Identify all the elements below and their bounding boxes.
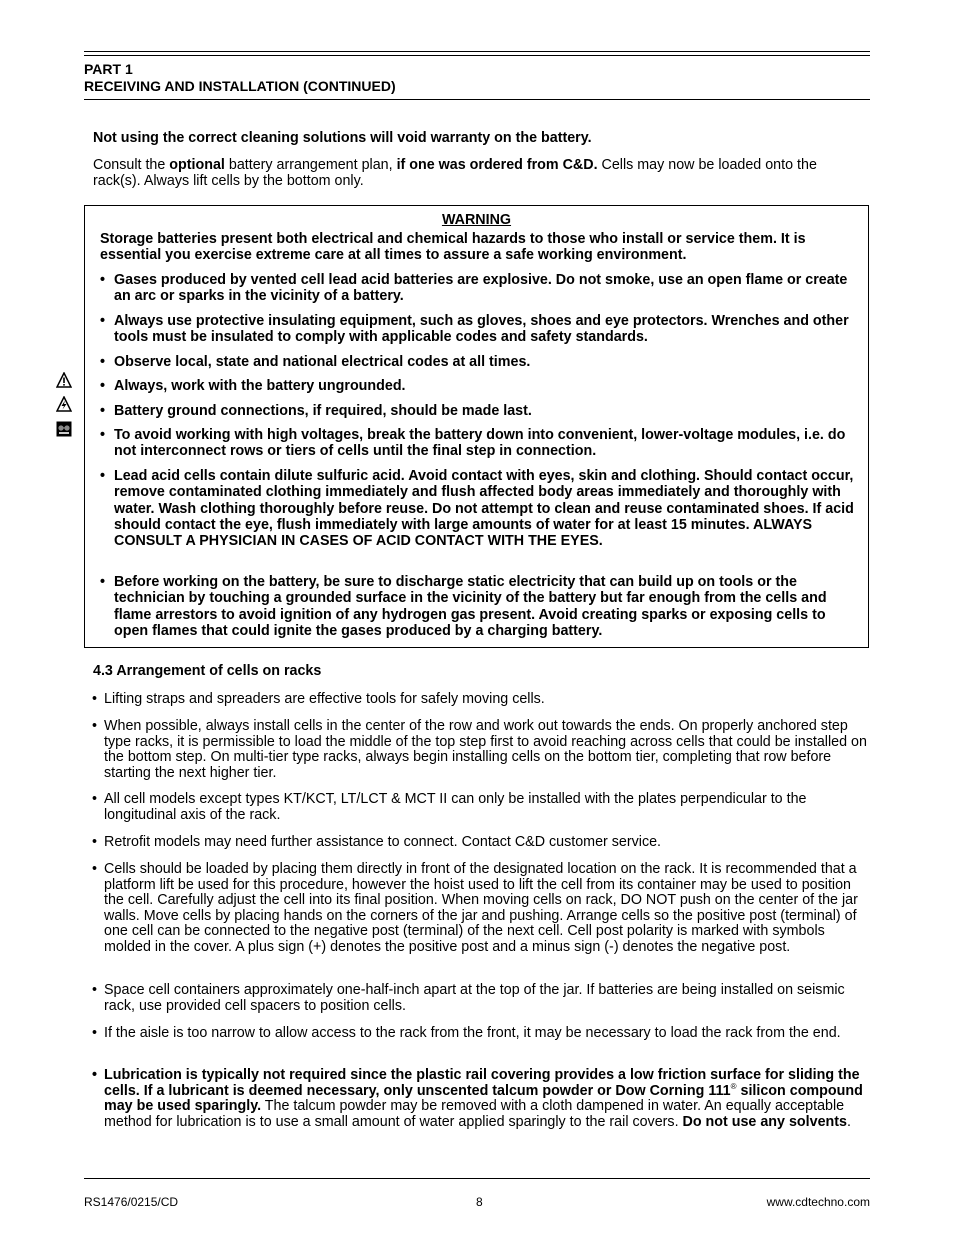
list-item-text: Lifting straps and spreaders are effective tools for safely moving cells.: [104, 691, 545, 707]
section-heading-4-3: 4.3 Arrangement of cells on racks: [93, 663, 322, 679]
bullet-dot: •: [92, 1067, 98, 1083]
list-item: [92, 719, 867, 781]
registered-mark: ®: [730, 1081, 737, 1091]
consult-optional: optional: [169, 157, 225, 173]
bullet-dot: •: [92, 718, 98, 734]
footer-rule: [84, 1178, 870, 1179]
lubrication-bold-2: silicon compound may be used sparingly.: [104, 1082, 863, 1115]
list-item: [92, 692, 867, 708]
bullet-dot: •: [92, 861, 98, 877]
warning-bullet: • Lead acid cells contain dilute sulfuric acid. Avoid contact with eyes, skin and clothing. Should contact occur, remove contaminated clothing immediately and flush affected body areas immediately and thoroughly with water. Wash clothing thoroughly before reuse. Do not attempt to clean and reuse contaminated shoes. If acid should contact the eye, flush immediately with large amounts of water for at least 15 minutes. ALWAYS CONSULT A PHYSICIAN IN CASES OF ACID CONTACT WITH THE EYES.: [99, 468, 854, 549]
page-number: 8: [476, 1195, 483, 1209]
bullet-dot: •: [92, 1025, 98, 1041]
warning-bullet: • Battery ground connections, if required, should be made last.: [99, 403, 854, 419]
cleaning-warning-note: Not using the correct cleaning solutions will void warranty on the battery.: [93, 130, 592, 146]
list-item: [92, 862, 867, 956]
consult-paragraph: [93, 158, 863, 189]
list-item: [92, 983, 867, 1014]
warning-title: WARNING: [441, 212, 512, 228]
consult-text-5: Cells may now be loaded onto the rack(s). Always lift cells by the bottom only.: [93, 157, 817, 189]
warning-bullet: • Observe local, state and national electrical codes at all times.: [99, 354, 854, 370]
safety-goggles-icon: [56, 421, 72, 437]
list-item-text: All cell models except types KT/KCT, LT/LCT & MCT II can only be installed with the plates perpendicular to the longitudinal axis of the rack.: [104, 791, 807, 823]
bullet-dot: •: [92, 982, 98, 998]
lubrication-item: [92, 1068, 867, 1130]
list-item: [92, 792, 867, 823]
section-title: RECEIVING AND INSTALLATION (CONTINUED): [84, 78, 396, 94]
bullet-dot: •: [92, 834, 98, 850]
lubrication-no-solvents: Do not use any solvents: [682, 1113, 847, 1130]
header-rule-top: [84, 51, 870, 52]
list-item-text: Retrofit models may need further assistance to connect. Contact C&D customer service.: [104, 834, 662, 850]
list-item-text: If the aisle is too narrow to allow access to the rack from the front, it may be necessary to load the rack from the end.: [104, 1025, 841, 1041]
list-item-text: Cells should be loaded by placing them directly in front of the designated location on the rack. It is recommended that a platform lift be used for this procedure, however the hoist used to lift the cell from its container may be used to position the cell. Carefully adjust the cell into its final position. When moving cells on rack, DO NOT push on the center of the jar walls. Move cells by placing hands on the corners of the jar and pushing. Arrange cells so the positive post (terminal) of one cell can be connected to the negative post (terminal) of the next cell. Cell post polarity is marked with symbols molded in the cover. A plus sign (+) denotes the positive post and a minus sign (-) denotes the negative post.: [104, 861, 858, 955]
warning-bullet: • Before working on the battery, be sure to discharge static electricity that can build up on tools or the technician by touching a grounded surface in the vicinity of the battery but far enough from the cells and flame arrestors to avoid ignition of any hydrogen gas present. Avoid creating sparks or exposing cells to open flames that could ignite the gases produced by a charging battery.: [99, 574, 854, 639]
warning-triangle-icon: [56, 372, 72, 388]
lubrication-end: .: [846, 1113, 851, 1130]
consult-cd: if one was ordered from C&D.: [396, 157, 598, 173]
list-item-text: Space cell containers approximately one-half-inch apart at the top of the jar. If batteries are being installed on seismic rack, use provided cell spacers to position cells.: [104, 982, 845, 1014]
lubrication-bold-1: Lubrication is typically not required since the plastic rail covering provides a low friction surface for sliding the cells. If a lubricant is deemed necessary, only unscented talcum powder or Dow Corning 111: [104, 1067, 860, 1099]
warning-box: [84, 205, 869, 648]
warning-intro: Storage batteries present both electrical and chemical hazards to those who install or service them. It is essential you exercise extreme care at all times to assure a safe working environment.: [100, 231, 806, 264]
list-item-text: When possible, always install cells in the center of the row and work out towards the ends. On properly anchored step type racks, it is permissible to load the middle of the top step first to avoid reaching across cells that could be installed on the bottom step. On multi-tier type racks, always begin installing cells on the bottom tier, completing that row before starting the next higher tier.: [104, 718, 867, 781]
electrical-hazard-triangle-icon: [56, 396, 72, 412]
document-id: RS1476/0215/CD: [84, 1195, 179, 1209]
lubrication-text: The talcum powder may be removed with a cloth dampened in water. An equally acceptable method for lubrication is to use a small amount of water applied sparingly to the rail covers.: [104, 1098, 845, 1130]
list-item: [92, 835, 867, 851]
list-item: [92, 1026, 867, 1042]
warning-bullet: • Gases produced by vented cell lead acid batteries are explosive. Do not smoke, use an open flame or create an arc or sparks in the vicinity of a battery.: [99, 272, 854, 305]
header-rule-second: [84, 55, 870, 56]
header-rule-bottom: [84, 99, 870, 100]
bullet-dot: •: [92, 791, 98, 807]
warning-bullet: • To avoid working with high voltages, break the battery down into convenient, lower-voltage modules, i.e. do not interconnect rows or tiers of cells until the final step in connection.: [99, 427, 854, 460]
part-label: PART 1: [84, 61, 133, 77]
warning-bullet: • Always use protective insulating equipment, such as gloves, shoes and eye protectors. Wrenches and other tools must be insulated to comply with applicable codes and safety standards.: [99, 313, 854, 346]
warning-bullet: • Always, work with the battery ungrounded.: [99, 378, 854, 394]
bullet-dot: •: [92, 691, 98, 707]
footer-url[interactable]: www.cdtechno.com: [766, 1195, 870, 1209]
consult-text-1: Consult the: [93, 157, 170, 173]
consult-text-3: battery arrangement plan,: [224, 157, 397, 173]
